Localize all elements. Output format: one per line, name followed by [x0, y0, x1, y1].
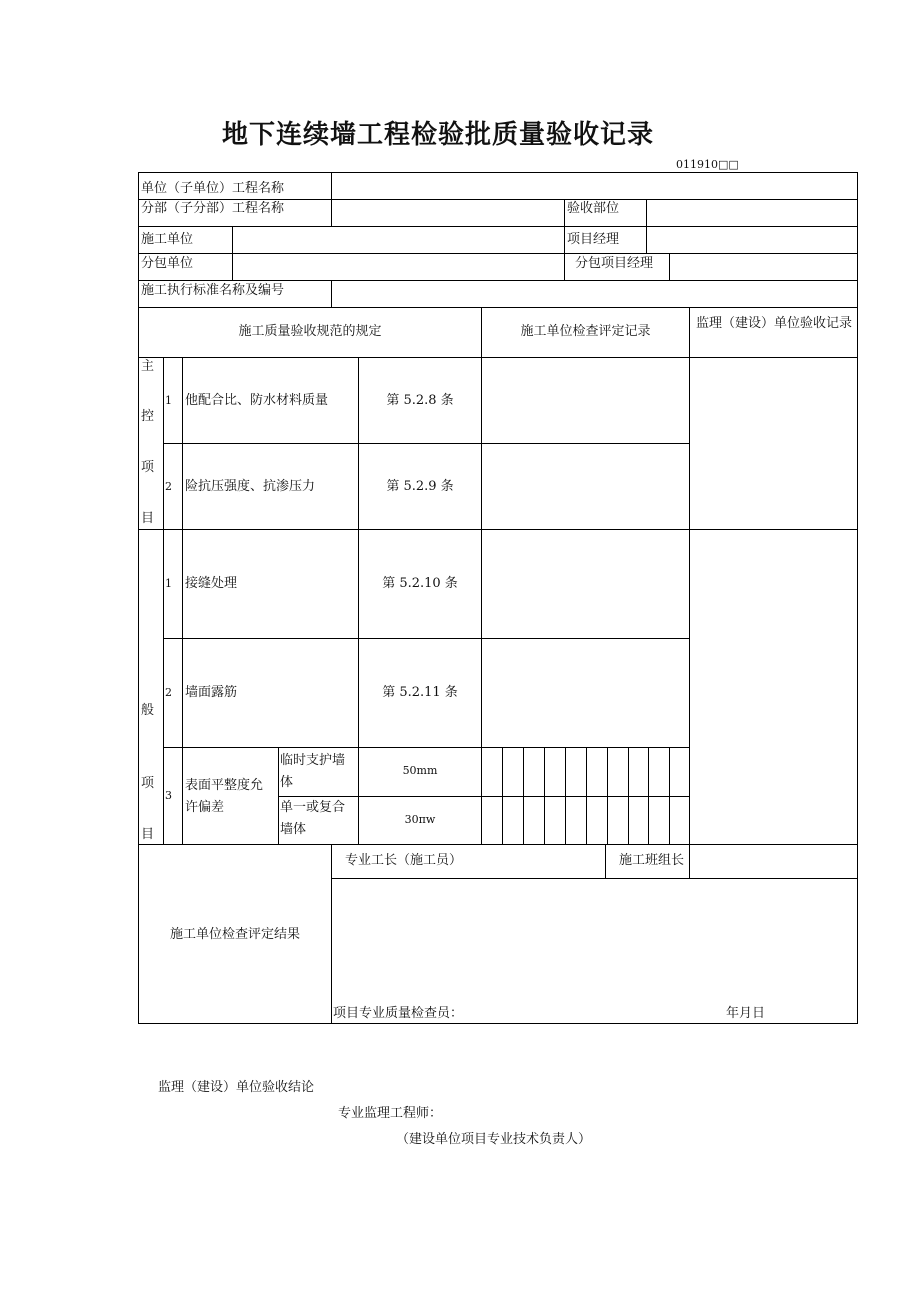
flatness-wall-type: 单一或复合墙体 [280, 800, 346, 837]
supervisor-record-header: 监理（建设）单位验收记录 [695, 316, 852, 331]
standard-label: 施工执行标准名称及编号 [141, 283, 285, 298]
item-clause: 第 5.2.11 条 [382, 685, 458, 700]
item-clause: 第 5.2.10 条 [382, 576, 458, 591]
flatness-tolerance: 30πw [404, 813, 436, 826]
main-control-char: 项 [141, 460, 155, 475]
sub-project-manager-label: 分包项目经理 [575, 256, 654, 271]
general-char: 目 [141, 827, 155, 842]
item-name: 接缝处理 [185, 576, 238, 591]
result-label: 施工单位检查评定结果 [169, 927, 300, 942]
owner-technical-lead-label: （建设单位项目专业技术负责人） [396, 1132, 592, 1147]
item-number: 1 [165, 394, 172, 407]
unit-project-label: 单位（子单位）工程名称 [141, 181, 285, 196]
item-name: 险抗压强度、抗渗压力 [185, 479, 316, 494]
foreman-label: 专业工长（施工员） [345, 853, 463, 868]
subcontractor-label: 分包单位 [141, 256, 194, 271]
item-clause: 第 5.2.8 条 [386, 393, 454, 408]
supervision-conclusion-label: 监理（建设）单位验收结论 [158, 1080, 315, 1095]
main-control-char: 目 [141, 511, 155, 526]
quality-inspector-label: 项目专业质量检查员： [333, 1006, 464, 1021]
project-manager-label: 项目经理 [567, 232, 620, 247]
main-control-char: 控 [141, 409, 155, 424]
spec-column-header: 施工质量验收规范的规定 [238, 324, 382, 339]
contractor-record-header: 施工单位检查评定记录 [520, 324, 651, 339]
supervising-engineer-label: 专业监理工程师： [338, 1106, 443, 1121]
item-clause: 第 5.2.9 条 [386, 479, 454, 494]
date-label: 年月日 [726, 1006, 766, 1021]
item-name: 墙面露筋 [185, 685, 238, 700]
sub-project-label: 分部（子分部）工程名称 [141, 201, 285, 216]
flatness-wall-type: 临时支护墙体 [280, 753, 346, 790]
team-leader-label: 施工班组长 [619, 853, 685, 868]
flatness-tolerance: 50mm [402, 764, 438, 777]
general-char: 般 [141, 703, 155, 718]
inspection-part-label: 验收部位 [567, 201, 620, 216]
construction-unit-label: 施工单位 [141, 232, 194, 247]
item-number: 2 [165, 686, 172, 699]
flatness-item-name: 表面平整度允许偏差 [185, 778, 264, 815]
form-code: 011910□□ [676, 158, 739, 171]
page-title: 地下连续墙工程检验批质量验收记录 [222, 120, 655, 150]
main-control-char: 主 [141, 359, 155, 374]
item-number: 3 [165, 789, 172, 802]
item-number: 1 [165, 577, 172, 590]
item-number: 2 [165, 480, 172, 493]
item-name: 他配合比、防水材料质量 [185, 393, 329, 408]
general-char: 项 [141, 776, 155, 791]
